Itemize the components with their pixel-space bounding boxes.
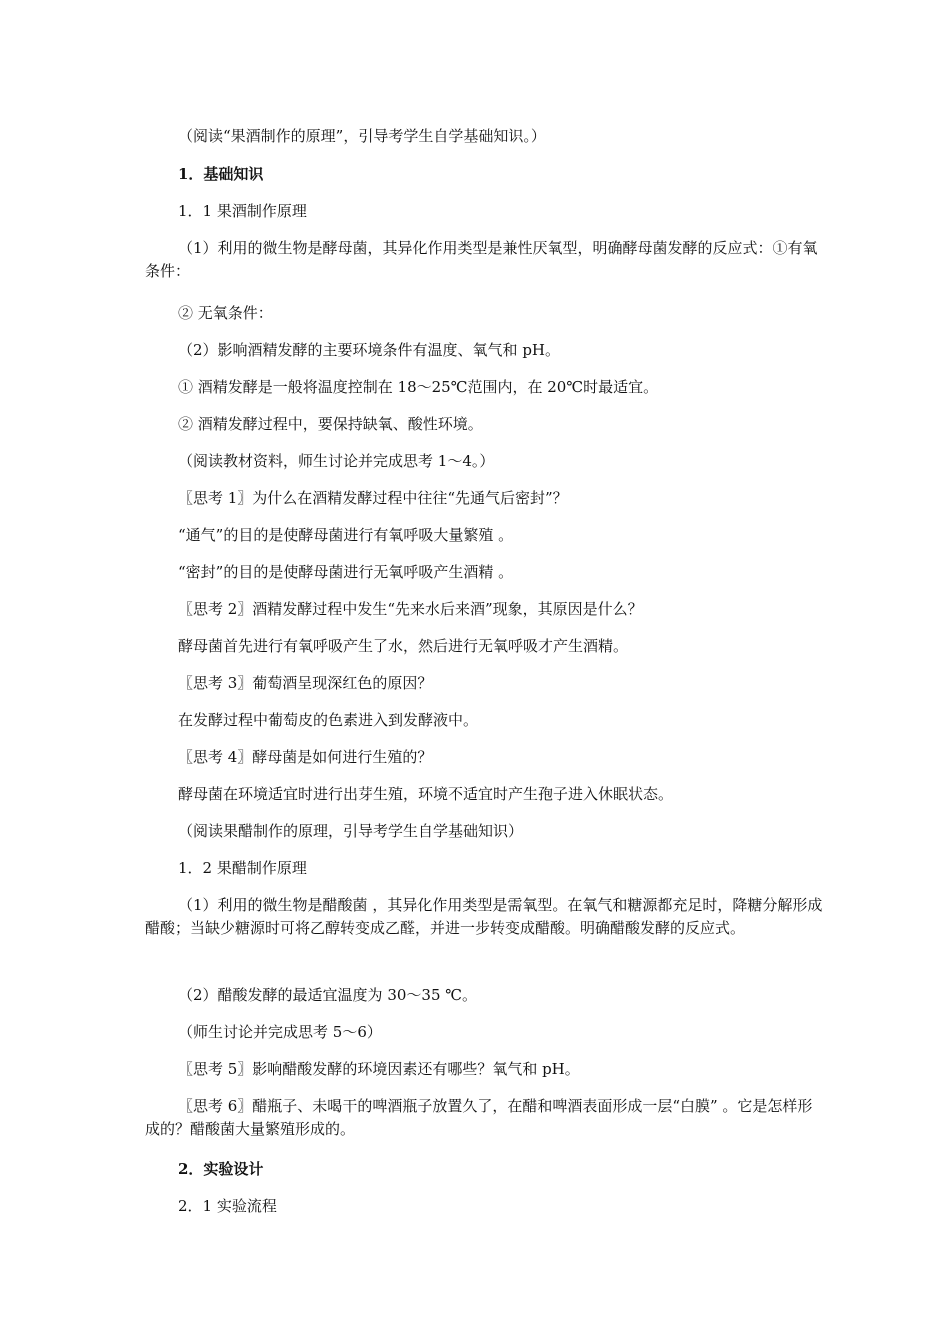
section-heading-experiment-design: 2．实验设计	[178, 1160, 264, 1178]
answer-4: 酵母菌在环境适宜时进行出芽生殖，环境不适宜时产生孢子进入休眠状态。	[178, 785, 674, 803]
reading-discussion-note-1: （阅读教材资料，师生讨论并完成思考 1～4。）	[178, 452, 495, 470]
paragraph-acetic-bacteria: （1）利用的微生物是醋酸菌 ，其异化作用类型是需氧型。在氧气和糖源都充足时，降糖分解形成醋酸；当缺少糖源时可将乙醇转变成乙醛，并进一步转变成醋酸。明确醋酸发酵的反应式。	[145, 896, 823, 937]
vinegar-temperature-line: （2）醋酸发酵的最适宜温度为 30～35 ℃。	[178, 986, 478, 1004]
answer-1b: “密封”的目的是使酵母菌进行无氧呼吸产生酒精 。	[178, 563, 514, 581]
discussion-note-2: （师生讨论并完成思考 5～6）	[178, 1023, 382, 1041]
question-2: 〖思考 2〗酒精发酵过程中发生“先来水后来酒”现象，其原因是什么？	[178, 600, 643, 618]
question-5: 〖思考 5〗影响醋酸发酵的环境因素还有哪些？氧气和 pH。	[178, 1060, 580, 1078]
intro-reading-note: （阅读“果酒制作的原理”，引导考学生自学基础知识。）	[178, 127, 546, 145]
reading-vinegar-note: （阅读果醋制作的原理，引导考学生自学基础知识）	[178, 822, 524, 840]
answer-3: 在发酵过程中葡萄皮的色素进入到发酵液中。	[178, 711, 479, 729]
subsection-heading-wine-principle: 1．1 果酒制作原理	[178, 202, 307, 220]
paragraph-yeast-principle: （1）利用的微生物是酵母菌，其异化作用类型是兼性厌氧型，明确酵母菌发酵的反应式：①有氧条件：	[145, 239, 818, 280]
section-heading-basic-knowledge: 1．基础知识	[178, 165, 264, 183]
environment-factors-line: （2）影响酒精发酵的主要环境条件有温度、氧气和 pH。	[178, 341, 560, 359]
question-4: 〖思考 4〗酵母菌是如何进行生殖的？	[178, 748, 433, 766]
subsection-heading-experiment-process: 2．1 实验流程	[178, 1197, 277, 1215]
anoxic-acidic-line: ② 酒精发酵过程中，要保持缺氧、酸性环境。	[178, 415, 483, 433]
answer-1a: “通气”的目的是使酵母菌进行有氧呼吸大量繁殖 。	[178, 526, 514, 544]
subsection-heading-vinegar-principle: 1．2 果醋制作原理	[178, 859, 307, 877]
temperature-control-line: ① 酒精发酵是一般将温度控制在 18～25℃范围内，在 20℃时最适宜。	[178, 378, 659, 396]
anaerobic-condition-line: ② 无氧条件：	[178, 304, 273, 322]
question-6: 〖思考 6〗醋瓶子、未喝干的啤酒瓶子放置久了，在醋和啤酒表面形成一层“白膜” 。它是怎样形成的？醋酸菌大量繁殖形成的。	[145, 1097, 813, 1138]
answer-2: 酵母菌首先进行有氧呼吸产生了水，然后进行无氧呼吸才产生酒精。	[178, 637, 629, 655]
question-3: 〖思考 3〗葡萄酒呈现深红色的原因？	[178, 674, 433, 692]
question-1: 〖思考 1〗为什么在酒精发酵过程中往往“先通气后密封”？	[178, 489, 568, 507]
